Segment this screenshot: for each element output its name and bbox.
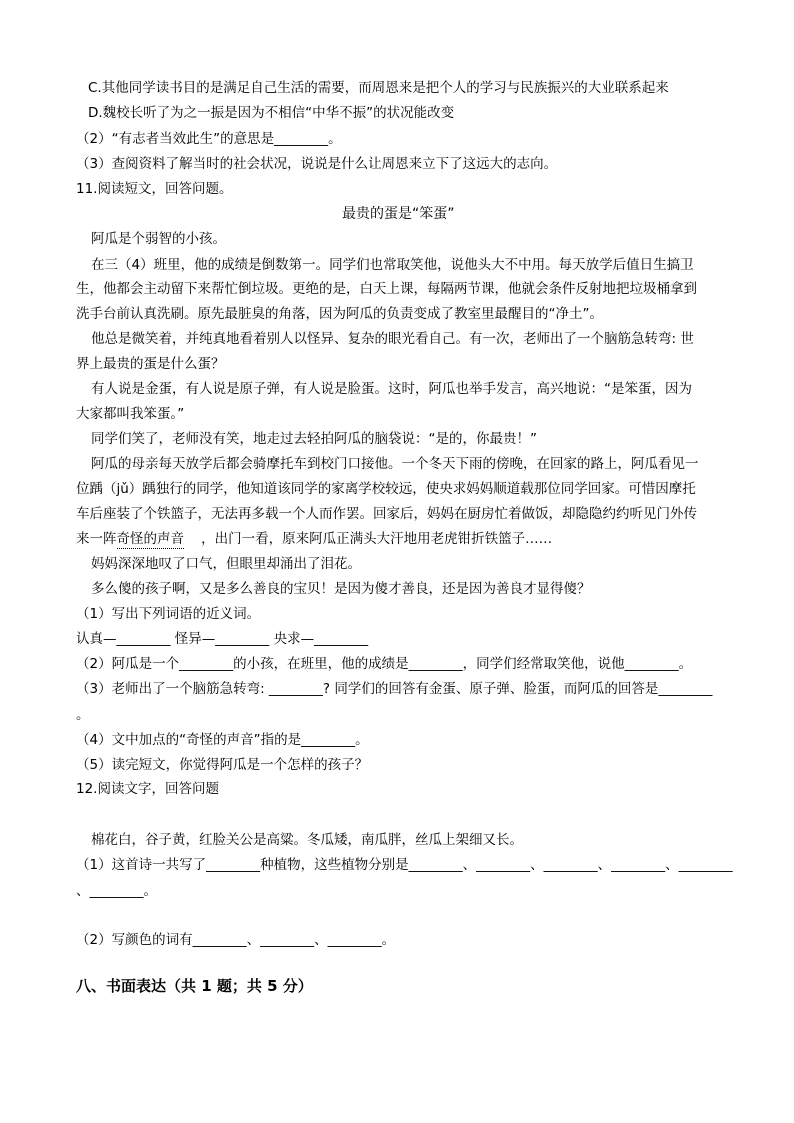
q10-sub3: （3）查阅资料了解当时的社会状况，说说是什么让周恩来立下了这远大的志向。 bbox=[76, 156, 558, 172]
q11-sub1: （1）写出下列词语的近义词。 bbox=[76, 606, 261, 622]
passage-p6-line4 bbox=[76, 530, 552, 548]
q11-sub5: （5）读完短文，你觉得阿瓜是一个怎样的孩子？ bbox=[76, 757, 369, 773]
passage-title: 最贵的蛋是“笨蛋” bbox=[342, 206, 455, 222]
passage-p7: 妈妈深深地叹了口气，但眼里却涌出了泪花。 bbox=[91, 556, 361, 572]
passage-p4-line2: 大家都叫我笨蛋。” bbox=[76, 406, 185, 422]
passage-p6-line2: 位踽（jǔ）踽独行的同学，他知道该同学的家离学校较远，使央求妈妈顺道载那位同学回家。可惜因摩托 bbox=[76, 481, 696, 497]
passage-p3-line2: 界上最贵的蛋是什么蛋？ bbox=[76, 356, 225, 372]
passage-p8: 多么傻的孩子啊，又是多么善良的宝贝！是因为傻才善良，还是因为善良才显得傻？ bbox=[91, 581, 591, 597]
q10-sub2: （2）“有志者当效此生”的意思是________。 bbox=[76, 131, 342, 147]
passage-p6-line3: 车后座装了个铁篮子，无法再多载一个人而作罢。回家后，妈妈在厨房忙着做饭，却隐隐约约听见门外传 bbox=[76, 506, 697, 522]
q11-sub3-line1: （3）老师出了一个脑筋急转弯: ________? 同学们的回答有金蛋、原子弹、脸蛋，而阿瓜的回答是________ bbox=[76, 681, 713, 697]
passage-p5: 同学们笑了，老师没有笑，地走过去轻拍阿瓜的脑袋说：“是的，你最贵！” bbox=[91, 431, 537, 447]
q12-header: 12.阅读文字，回答问题 bbox=[76, 781, 219, 797]
q12-poem: 棉花白，谷子黄，红脸关公是高粱。冬瓜矮，南瓜胖，丝瓜上架细又长。 bbox=[91, 832, 523, 848]
q11-sub3-line2: 。 bbox=[76, 707, 90, 723]
q10-option-d: D.魏校长听了为之一振是因为不相信“中华不振”的状况能改变 bbox=[88, 105, 455, 121]
passage-p2-line2: 生，他都会主动留下来帮忙倒垃圾。更绝的是，白天上课，每隔两节课，他就会条件反射地把垃圾桶拿到 bbox=[76, 281, 697, 297]
passage-p6-line1: 阿瓜的母亲每天放学后都会骑摩托车到校门口接他。一个冬天下雨的傍晚，在回家的路上，阿瓜看见一 bbox=[91, 456, 699, 472]
q11-sub1-words: 认真—________ 怪异—________ 央求—________ bbox=[76, 631, 369, 647]
passage-p2-line3: 洗手台前认真洗刷。原先最脏臭的角落，因为阿瓜的负责变成了教室里最醒目的“净土”。 bbox=[76, 306, 603, 322]
q12-sub1-line1: （1）这首诗一共写了________种植物，这些植物分别是________、________、________、________、________ bbox=[76, 857, 733, 873]
dotted-phrase: 奇怪的声音 bbox=[116, 531, 184, 547]
q12-sub2: （2）写颜色的词有________、________、________。 bbox=[76, 932, 396, 948]
q11-sub2: （2）阿瓜是一个________的小孩，在班里，他的成绩是________，同学们经常取笑他，说他________。 bbox=[76, 656, 693, 672]
passage-p4-line1: 有人说是金蛋，有人说是原子弹，有人说是脸蛋。这时，阿瓜也举手发言，高兴地说：“是笨蛋，因为 bbox=[91, 381, 692, 397]
q11-header: 11.阅读短文，回答问题。 bbox=[76, 181, 233, 197]
q12-sub1-line2: 、________。 bbox=[76, 883, 157, 899]
section-heading-8: 八、书面表达（共 1 题；共 5 分） bbox=[76, 977, 313, 995]
q11-sub4: （4）文中加点的“奇怪的声音”指的是________。 bbox=[76, 732, 369, 748]
passage-p6-line4-end: ，出门一看，原来阿瓜正满头大汗地用老虎钳折铁篮子…… bbox=[201, 531, 553, 547]
passage-p2-line1: 在三（4）班里，他的成绩是倒数第一。同学们也常取笑他，说他头大不中用。每天放学后值日生搞卫 bbox=[91, 257, 694, 273]
passage-p1: 阿瓜是个弱智的小孩。 bbox=[91, 231, 226, 247]
q10-option-c: C.其他同学读书目的是满足自己生活的需要，而周恩来是把个人的学习与民族振兴的大业联系起来 bbox=[88, 80, 669, 96]
passage-p6-line4-start: 来一阵 bbox=[76, 531, 117, 547]
passage-p3-line1: 他总是微笑着，并纯真地看着别人以怪异、复杂的眼光看自己。有一次，老师出了一个脑筋急转弯: 世 bbox=[91, 331, 694, 347]
